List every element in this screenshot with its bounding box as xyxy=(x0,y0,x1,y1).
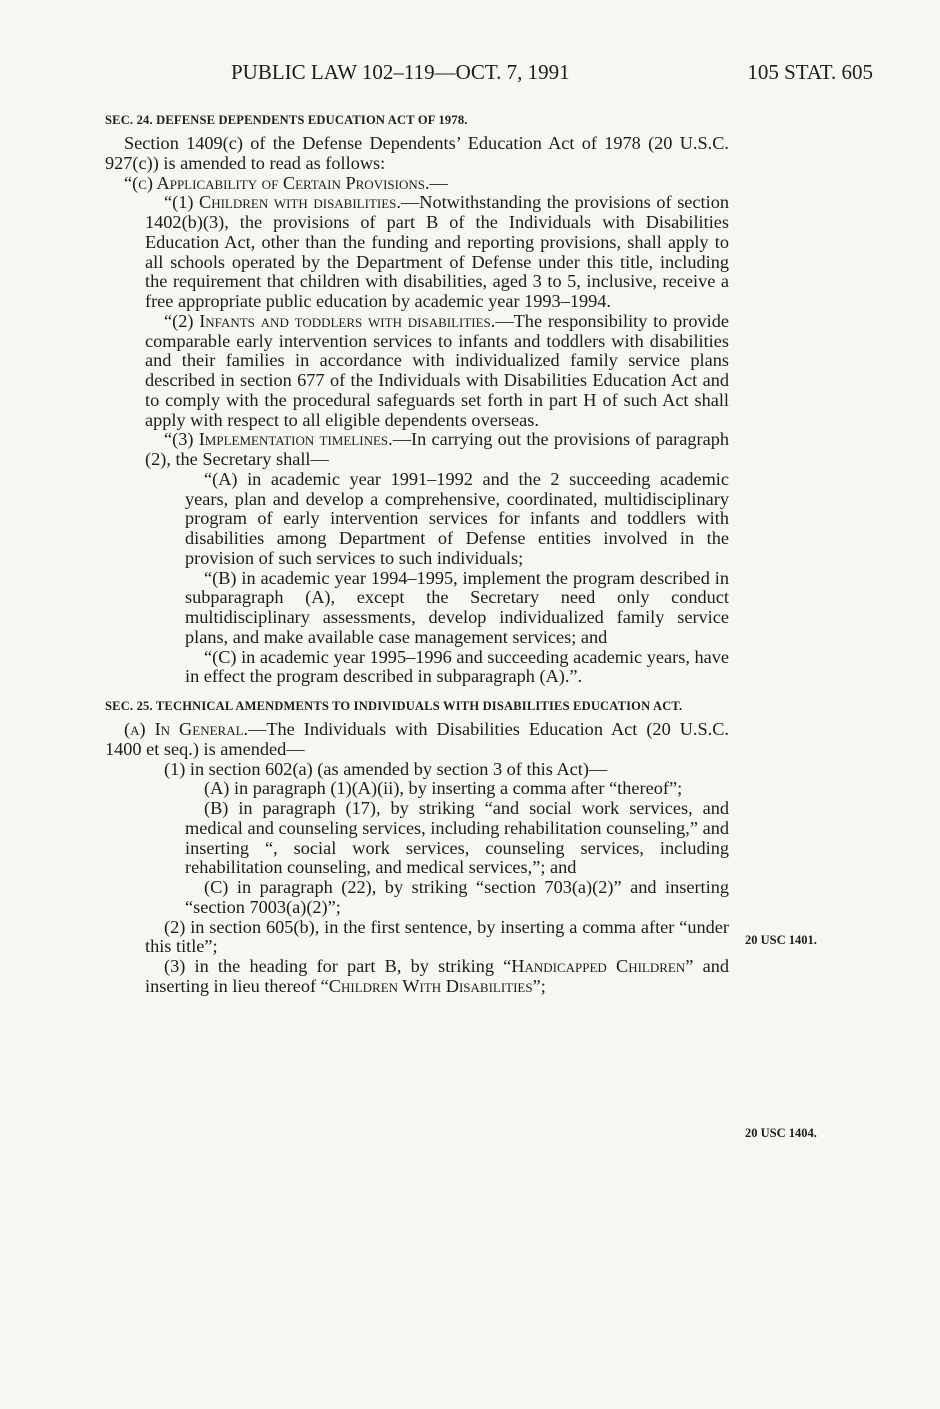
subparagraph-b: “(B) in academic year 1994–1995, implement the program described in subparagraph (A), except the Secretary need only conduct multidisciplinary assessments, develop individualized family service plans, and make available case management services; and xyxy=(185,567,729,647)
paragraph-3-text: —In carrying out the provisions of paragraph (2), the Secretary shall— xyxy=(145,429,729,469)
item-3-new-heading: Children With Disabilities xyxy=(328,975,533,996)
subparagraph-a: “(A) in academic year 1991–1992 and the 2 succeeding academic years, plan and develop a comprehensive, coordinated, multidisciplinary program of early intervention services for infants and toddlers with disabilities among Department of Defense entities involved in the provision of such services to such individuals; xyxy=(185,468,729,568)
subsection-a-label: (a) In General. xyxy=(124,719,249,739)
subsection-a-text: —The Individuals with Disabilities Education Act (20 U.S.C. 1400 et seq.) is amended— xyxy=(105,719,729,759)
subsection-c-heading: “(c) Applicability of Certain Provisions.— xyxy=(124,172,448,193)
stat-page-number: 105 STAT. 605 xyxy=(747,60,873,84)
item-3-struck-heading: Handicapped Children xyxy=(511,956,686,976)
running-title: PUBLIC LAW 102–119—OCT. 7, 1991 xyxy=(231,60,570,84)
item-1-a: (A) in paragraph (1)(A)(ii), by inserting a comma after “thereof”; xyxy=(204,778,683,799)
paragraph-1 xyxy=(105,193,729,312)
item-1-c: (C) in paragraph (22), by striking “section 703(a)(2)” and inserting “section 7003(a)(2)”; xyxy=(185,877,729,917)
subsection-a xyxy=(105,720,729,760)
subparagraph-c: “(C) in academic year 1995–1996 and succeeding academic years, have in effect the program described in subparagraph (A).”. xyxy=(185,646,729,687)
item-3 xyxy=(105,957,729,997)
paragraph-3 xyxy=(105,430,729,470)
body-text xyxy=(105,113,729,997)
item-3-text-c: ”; xyxy=(532,975,546,996)
paragraph-2-text: —The responsibility to provide comparable early intervention services to infants and toddlers with disabilities and their families in accordance with individualized family service plans described in section 677 of the Individuals with Disabilities Education Act and to comply with the procedural safeguards set forth in part H of such Act shall apply with respect to all eligible dependents overseas. xyxy=(145,310,729,430)
margin-citation-1401: 20 USC 1401. xyxy=(745,933,817,947)
paragraph-1-label: “(1) Children with disabilities. xyxy=(164,192,401,213)
item-1: (1) in section 602(a) (as amended by section 3 of this Act)— xyxy=(164,758,608,779)
item-2: (2) in section 605(b), in the first sentence, by inserting a comma after “under this title”; xyxy=(145,916,729,957)
paragraph-3-label: “(3) Implementation timelines. xyxy=(164,429,393,450)
margin-citation-1404: 20 USC 1404. xyxy=(745,1126,817,1140)
section-24-heading: SEC. 24. DEFENSE DEPENDENTS EDUCATION ACT OF 1978. xyxy=(105,113,468,127)
paragraph-2 xyxy=(105,312,729,431)
section-24-intro: Section 1409(c) of the Defense Dependents’ Education Act of 1978 (20 U.S.C. 927(c)) is amended to read as follows: xyxy=(105,133,729,173)
paragraph-2-label: “(2) Infants and toddlers with disabilities. xyxy=(164,310,496,331)
page-header xyxy=(105,60,873,90)
paragraph-1-text: —Notwithstanding the provisions of section 1402(b)(3), the provisions of part B of the Individuals with Disabilities Education Act, other than the funding and reporting provisions, shall apply to all schools operated by the Department of Defense under this title, including the requirement that children with disabilities, aged 3 to 5, inclusive, receive a free appropriate public education by academic year 1993–1994. xyxy=(145,192,729,311)
section-25-heading: SEC. 25. TECHNICAL AMENDMENTS TO INDIVIDUALS WITH DISABILITIES EDUCATION ACT. xyxy=(105,699,683,713)
item-3-text-a: (3) in the heading for part B, by striking “ xyxy=(164,956,512,976)
item-1-b: (B) in paragraph (17), by striking “and social work services, and medical and counseling services, including rehabilitation counseling,” and inserting “, social work services, counseling services, including rehabilitation counseling, and medical services,”; and xyxy=(185,798,729,878)
item-3-text-b: ” and inserting in lieu thereof “ xyxy=(145,956,729,996)
